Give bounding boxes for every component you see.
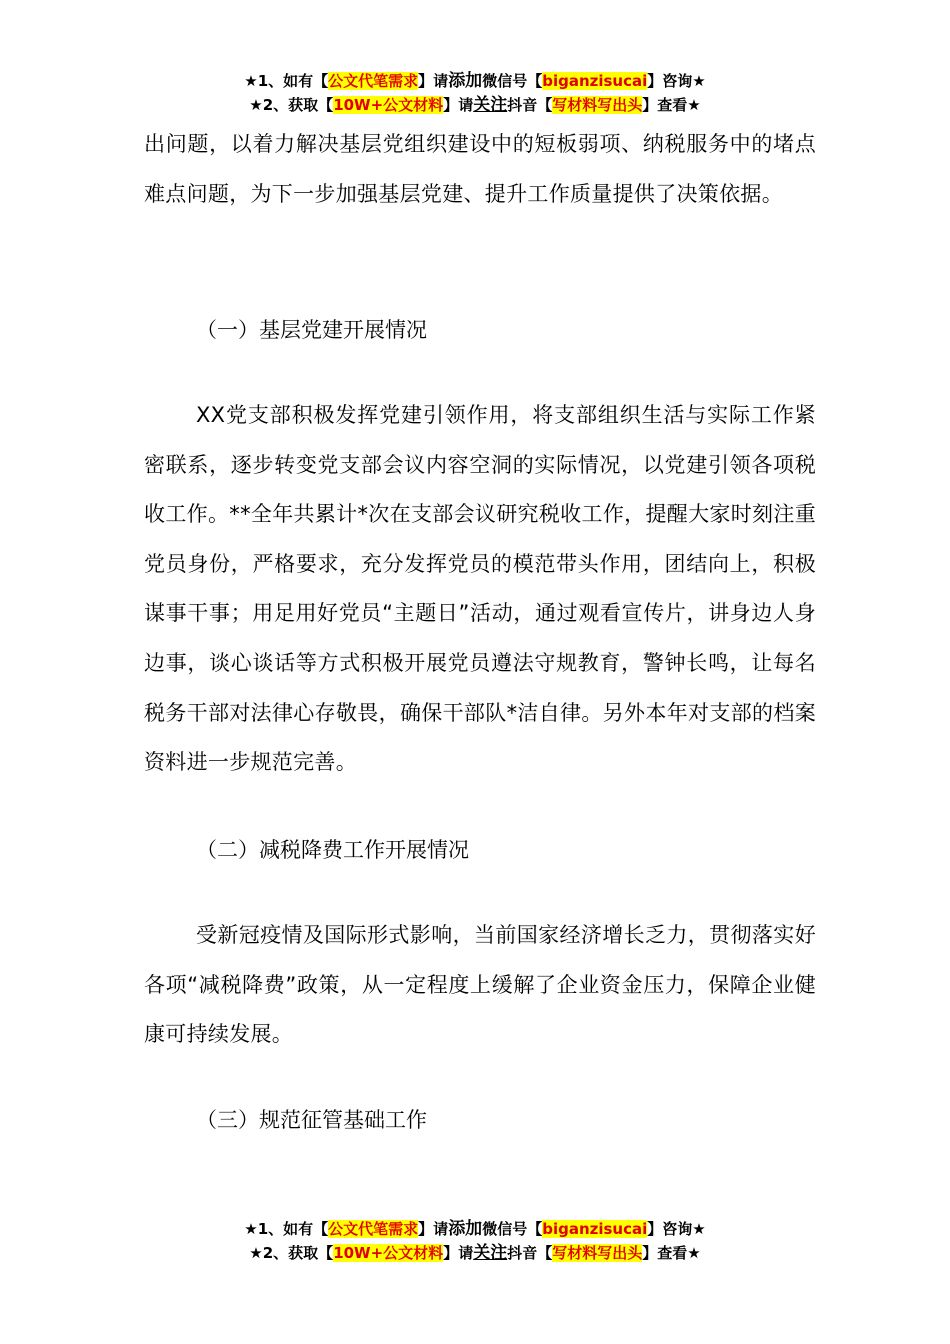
footer-banner: [0, 1217, 950, 1265]
header-line1-emph: 添加: [448, 71, 483, 91]
footer-banner-line-2: [0, 1241, 950, 1265]
header-line1-prefix: ★1、如有【: [244, 72, 329, 90]
section1-paragraph: XX党支部积极发挥党建引领作用，将支部组织生活与实际工作紧密联系，逐步转变党支部会议内容空洞的实际情况，以党建引领各项税收工作。**全年共累计*次在支部会议研究税收工作，提醒大家时刻注重党员身份，严格要求，充分发挥党员的模范带头作用，团结向上，积极谋事干事；用足用好党员“主题日”活动，通过观看宣传片，讲身边人身边事，谈心谈话等方式积极开展党员遵法守规教育，警钟长鸣，让每名税务干部对法律心存敬畏，确保干部队*洁自律。另外本年对支部的档案资料进一步规范完善。: [144, 403, 816, 775]
header-line2-highlight-douyin: 写材料写出头: [552, 96, 643, 114]
footer-line1-suffix: 】咨询★: [647, 1220, 706, 1238]
footer-line2-middle2: 抖音【: [507, 1244, 553, 1262]
header-line1-middle2: 微信号【: [482, 72, 543, 90]
footer-line2-suffix: 】查看★: [642, 1244, 701, 1262]
footer-line2-highlight-douyin: 写材料写出头: [552, 1244, 643, 1262]
intro-paragraph: 出问题，以着力解决基层党组织建设中的短板弱项、纳税服务中的堵点难点问题，为下一步加强基层党建、提升工作质量提供了决策依据。: [144, 132, 816, 206]
header-line2-suffix: 】查看★: [642, 96, 701, 114]
header-line1-highlight-wechat-id: biganzisucai: [542, 72, 648, 90]
footer-line1-middle2: 微信号【: [482, 1220, 543, 1238]
header-banner-line-2: [0, 93, 950, 117]
section2-heading: （二）减税降费工作开展情况: [196, 838, 469, 862]
header-line1-middle1: 】请: [418, 72, 449, 90]
section2-block: [144, 911, 816, 1060]
header-line1-suffix: 】咨询★: [647, 72, 706, 90]
header-line2-emph: 关注: [473, 95, 508, 115]
intro-block: [144, 120, 816, 219]
header-banner-line-1: [0, 69, 950, 93]
header-banner: [0, 69, 950, 117]
footer-line1-emph: 添加: [448, 1219, 483, 1239]
footer-line1-highlight-service: 公文代笔需求: [328, 1220, 419, 1238]
section1-heading: （一）基层党建开展情况: [196, 318, 427, 342]
section2-paragraph: 受新冠疫情及国际形式影响，当前国家经济增长乏力，贯彻落实好各项“减税降费”政策，从一定程度上缓解了企业资金压力，保障企业健康可持续发展。: [144, 923, 816, 1047]
footer-line1-highlight-wechat-id: biganzisucai: [542, 1220, 648, 1238]
header-line2-highlight-materials: 10W+公文材料: [333, 96, 444, 114]
section1-block: [144, 391, 816, 788]
footer-line2-prefix: ★2、获取【: [249, 1244, 334, 1262]
footer-banner-line-1: [0, 1217, 950, 1241]
footer-line2-emph: 关注: [473, 1243, 508, 1263]
footer-line1-middle1: 】请: [418, 1220, 449, 1238]
header-line2-middle1: 】请: [443, 96, 474, 114]
footer-line2-middle1: 】请: [443, 1244, 474, 1262]
header-line2-middle2: 抖音【: [507, 96, 553, 114]
header-line2-prefix: ★2、获取【: [249, 96, 334, 114]
header-line1-highlight-service: 公文代笔需求: [328, 72, 419, 90]
footer-line2-highlight-materials: 10W+公文材料: [333, 1244, 444, 1262]
footer-line1-prefix: ★1、如有【: [244, 1220, 329, 1238]
section3-heading: （三）规范征管基础工作: [196, 1108, 427, 1132]
